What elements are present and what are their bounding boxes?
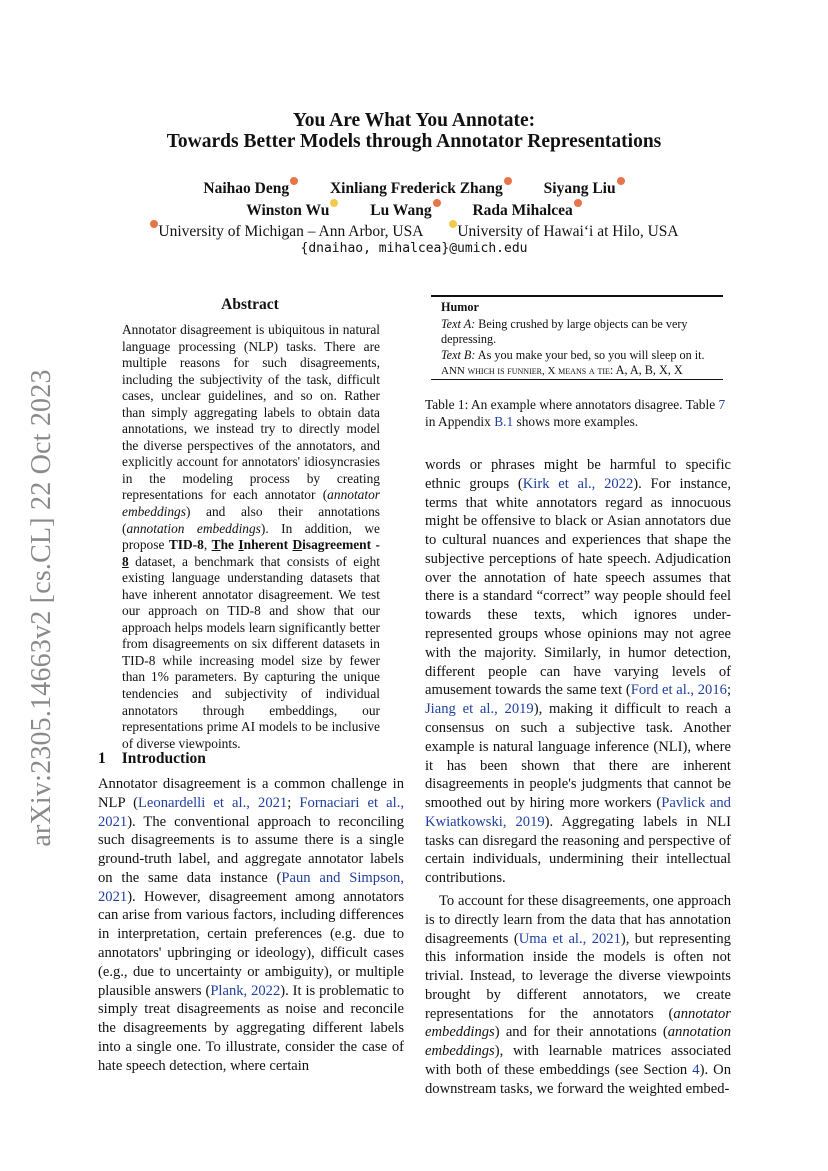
abstract-heading: Abstract bbox=[221, 296, 279, 313]
intro-right-column bbox=[425, 456, 731, 1099]
author-naihao-deng: Naihao Deng bbox=[203, 177, 298, 198]
paragraph: words or phrases might be harmful to specific ethnic groups (Kirk et al., 2022). For instance, terms that white annotators regard as innocuous might be offensive to black or Asian annotators due to cultural nuances and experiences that shape the subjective perceptions of hate speech. Adjudication over the annotation of hate speech assumes that there is a standard “correct” way people should feel towards these texts, which ignores under-represented groups whose opinions may not agree with the majority. Similarly, in humor detection, different people can have varying levels of amusement towards the same text (Ford et al., 2016; Jiang et al., 2019), making it difficult to reach a consensus on such a subjective task. Another example is natural language inference (NLI), where it has been shown that there are inherent disagreements in people's judgments that cannot be smoothed out by hiring more workers (Pavlick and Kwiatkowski, 2019). Aggregating labels in NLI tasks can disregard the reasoning and perspective of certain individuals, undermining their intellectual contributions. bbox=[425, 457, 731, 887]
citation-link[interactable]: Jiang et al., 2019 bbox=[425, 701, 534, 718]
citation-link[interactable]: Uma et al., 2021 bbox=[518, 930, 621, 947]
author-row-2 bbox=[0, 199, 828, 220]
umich-mark-icon bbox=[574, 199, 582, 207]
author-winston-wu: Winston Wu bbox=[246, 199, 338, 220]
author-xinliang-zhang: Xinliang Frederick Zhang bbox=[330, 177, 512, 198]
table-1-text-b: Text B: As you make your bed, so you will sleep on it. bbox=[441, 347, 705, 362]
paper-title-line-1: You Are What You Annotate: bbox=[292, 110, 536, 131]
table-1-heading: Humor bbox=[441, 300, 479, 314]
intro-left-column: Annotator disagreement is a common challenge in NLP (Leonardelli et al., 2021; Fornaciari et al., 2021). The conventional approach to reconciling such disagreements is to assume there is a single ground-truth label, and aggregate annotator labels on the same data instance (Paun and Simpson, 2021). However, disagreement among annotators can arise from various factors, including differences in interpretation, certain preferences (e.g. due to annotators' upbringing or ideology), difficult cases (e.g., due to uncertainty or ambiguity), or multiple plausible answers (Plank, 2022). It is problematic to simply treat disagreements as noise and reconcile the disagreements by aggregating different labels into a single one. To illustrate, consider the case of hate speech detection, where certain bbox=[98, 776, 404, 1074]
table-ref-link[interactable]: 7 bbox=[718, 397, 726, 412]
table-bottom-rule bbox=[431, 379, 723, 380]
citation-link[interactable]: Plank, 2022 bbox=[210, 982, 281, 999]
abstract-body: Annotator disagreement is ubiquitous in natural language processing (NLP) tasks. There are multiple reasons for such disagreements, including the subjectivity of the task, difficult cases, unclear guidelines, and so on. Rather than simply aggregating labels to obtain data annotations, we instead try to directly model the diverse perspectives of the annotators, and explicitly account for annotators' idiosyncrasies in the modeling process by creating representations for each annotator (annotator embeddings) and also their annotations (annotation embeddings). In addition, we propose TID-8, The Inherent Disagreement - 8 dataset, a benchmark that consists of eight existing language understanding datasets that have inherent annotator disagreement. We test our approach on TID-8 and show that our approach helps models learn significantly better from disagreements on six different datasets in TID-8 while increasing model size by fewer than 1% parameters. By capturing the unique tendencies and subjectivity of individual annotators through embeddings, our representations prime AI models to be inclusive of diverse viewpoints. bbox=[122, 322, 381, 751]
table-1-caption: Table 1: An example where annotators disagree. Table 7 in Appendix B.1 shows more examples. bbox=[425, 397, 726, 429]
table-1-annotations: ANN which is funnier, X means a tie: A, A, B, X, X bbox=[441, 362, 683, 377]
citation-link[interactable]: Leonardelli et al., 2021 bbox=[138, 794, 288, 811]
umich-mark-icon bbox=[617, 177, 625, 185]
appendix-ref-link[interactable]: B.1 bbox=[494, 413, 514, 429]
table-1-body bbox=[441, 300, 721, 379]
citation-link[interactable]: Paun and Simpson, 2021 bbox=[98, 869, 404, 905]
author-rada-mihalcea: Rada Mihalcea bbox=[472, 199, 581, 220]
citation-link[interactable]: Kirk et al., 2022 bbox=[522, 475, 634, 492]
umich-mark-icon bbox=[433, 199, 441, 207]
citation-link[interactable]: Pavlick and Kwiatkowski, 2019 bbox=[425, 795, 731, 830]
umich-mark-icon bbox=[290, 177, 298, 185]
arxiv-stamp bbox=[22, 368, 62, 848]
affiliation-hawaii: University of Hawaiʻi at Hilo, USA bbox=[457, 223, 679, 240]
table-top-rule bbox=[431, 295, 723, 297]
paragraph: To account for these disagreements, one approach is to directly learn from the data that has annotation disagreements (Uma et al., 2021), but representing this information inside the models is often not trivial. Instead, to leverage the diverse viewpoints brought by different annotators, we create representations for the annotators (annotator embeddings) and for their annotations (annotation embeddings), with learnable matrices associated with both of these embeddings (see Section 4). On downstream tasks, we forward the weighted embed- bbox=[425, 892, 731, 1097]
section-ref-link[interactable]: 4 bbox=[692, 1062, 700, 1078]
citation-link[interactable]: Ford et al., 2016 bbox=[630, 682, 727, 699]
affiliation-umich: University of Michigan – Ann Arbor, USA bbox=[158, 223, 423, 240]
arxiv-stamp-text: arXiv:2305.14663v2 [cs.CL] 22 Oct 2023 bbox=[26, 369, 57, 847]
affiliations bbox=[0, 220, 828, 241]
author-row-1 bbox=[0, 177, 828, 198]
citation-link[interactable]: Fornaciari et al., 2021 bbox=[98, 794, 404, 830]
author-lu-wang: Lu Wang bbox=[370, 199, 440, 220]
table-1-text-a: Text A: Being crushed by large objects can be very depressing. bbox=[441, 317, 688, 347]
author-email: {dnaihao, mihalcea}@umich.edu bbox=[300, 241, 528, 256]
umich-mark-icon bbox=[504, 177, 512, 185]
author-siyang-liu: Siyang Liu bbox=[544, 177, 625, 198]
paper-title-line-2: Towards Better Models through Annotator Representations bbox=[166, 131, 662, 152]
section-1-heading: 1 Introduction bbox=[98, 750, 206, 767]
hawaii-mark-icon bbox=[330, 199, 338, 207]
